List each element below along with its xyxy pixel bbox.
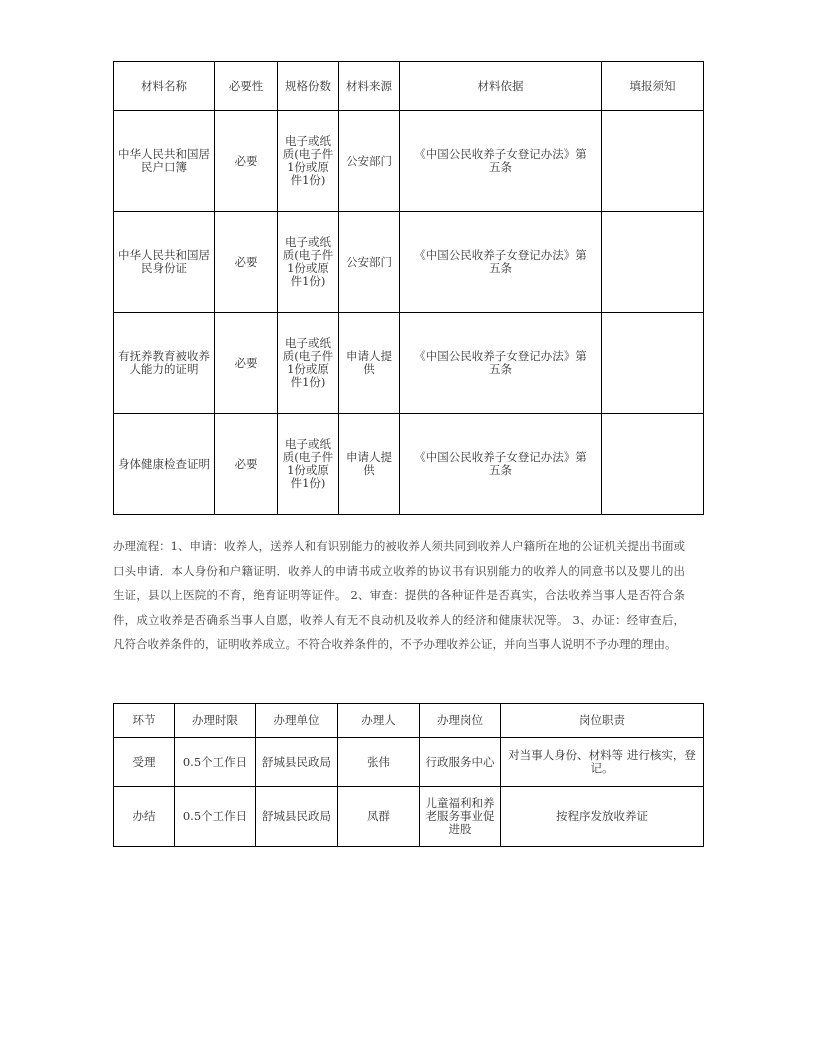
filling-notes [602, 212, 704, 313]
header-material-basis: 材料依据 [400, 62, 602, 111]
materials-header-row [114, 62, 704, 111]
table-row [114, 414, 704, 515]
table-row [114, 787, 704, 847]
duties: 对当事人身份、材料等 进行核实，登记。 [501, 738, 704, 787]
process-description: 办理流程：1、申请：收养人，送养人和有识别能力的被收养人须共同到收养人户籍所在地的公证机关提出书面或口头申请．本人身份和户籍证明．收养人的申请书成立收养的协议书有识别能力的收养人的同意书以及婴儿的出生证，县以上医院的不育，绝育证明等证件。 2、审查：提供的各种证件是否真实，合法收养当事人是否符合条件，成立收养是否确系当事人自愿，收养人有无不良动机及收养人的经济和健康状况等。 3、办证：经审查后，凡符合收养条件的，证明收养成立。不符合收养条件的，不予办理收养公证，并向当事人说明不予办理的理由。 [113, 539, 685, 651]
steps-header-row [114, 704, 704, 738]
filling-notes [602, 313, 704, 414]
header-spec-copies: 规格份数 [278, 62, 339, 111]
header-post: 办理岗位 [420, 704, 501, 738]
necessity: 必要 [215, 212, 278, 313]
material-name: 中华人民共和国居民身份证 [114, 212, 215, 313]
material-basis: 《中国公民收养子女登记办法》第五条 [400, 313, 602, 414]
time-limit: 0.5个工作日 [175, 787, 256, 847]
filling-notes [602, 414, 704, 515]
filling-notes [602, 111, 704, 212]
process-steps-table [113, 703, 704, 847]
handler: 张伟 [338, 738, 420, 787]
duties: 按程序发放收养证 [501, 787, 704, 847]
material-source: 申请人提供 [339, 414, 400, 515]
handling-unit: 舒城县民政局 [256, 738, 338, 787]
post: 儿童福利和养老服务事业促进股 [420, 787, 501, 847]
table-row [114, 111, 704, 212]
material-source: 申请人提供 [339, 313, 400, 414]
spec-copies: 电子或纸质(电子件1份或原件1份) [278, 414, 339, 515]
table-row [114, 738, 704, 787]
table-row [114, 313, 704, 414]
materials-table [113, 61, 704, 515]
material-name: 身体健康检查证明 [114, 414, 215, 515]
spec-copies: 电子或纸质(电子件1份或原件1份) [278, 111, 339, 212]
material-basis: 《中国公民收养子女登记办法》第五条 [400, 212, 602, 313]
post: 行政服务中心 [420, 738, 501, 787]
handler: 凤群 [338, 787, 420, 847]
stage: 受理 [114, 738, 175, 787]
necessity: 必要 [215, 111, 278, 212]
material-basis: 《中国公民收养子女登记办法》第五条 [400, 111, 602, 212]
material-name: 中华人民共和国居民户口簿 [114, 111, 215, 212]
necessity: 必要 [215, 414, 278, 515]
necessity: 必要 [215, 313, 278, 414]
time-limit: 0.5个工作日 [175, 738, 256, 787]
header-handling-unit: 办理单位 [256, 704, 338, 738]
header-material-source: 材料来源 [339, 62, 400, 111]
table-row [114, 212, 704, 313]
material-basis: 《中国公民收养子女登记办法》第五条 [400, 414, 602, 515]
stage: 办结 [114, 787, 175, 847]
header-filling-notes: 填报须知 [602, 62, 704, 111]
header-material-name: 材料名称 [114, 62, 215, 111]
material-name: 有抚养教育被收养人能力的证明 [114, 313, 215, 414]
material-source: 公安部门 [339, 212, 400, 313]
header-necessity: 必要性 [215, 62, 278, 111]
header-time-limit: 办理时限 [175, 704, 256, 738]
handling-unit: 舒城县民政局 [256, 787, 338, 847]
spec-copies: 电子或纸质(电子件1份或原件1份) [278, 313, 339, 414]
header-duties: 岗位职责 [501, 704, 704, 738]
spec-copies: 电子或纸质(电子件1份或原件1份) [278, 212, 339, 313]
material-source: 公安部门 [339, 111, 400, 212]
header-stage: 环节 [114, 704, 175, 738]
header-handler: 办理人 [338, 704, 420, 738]
